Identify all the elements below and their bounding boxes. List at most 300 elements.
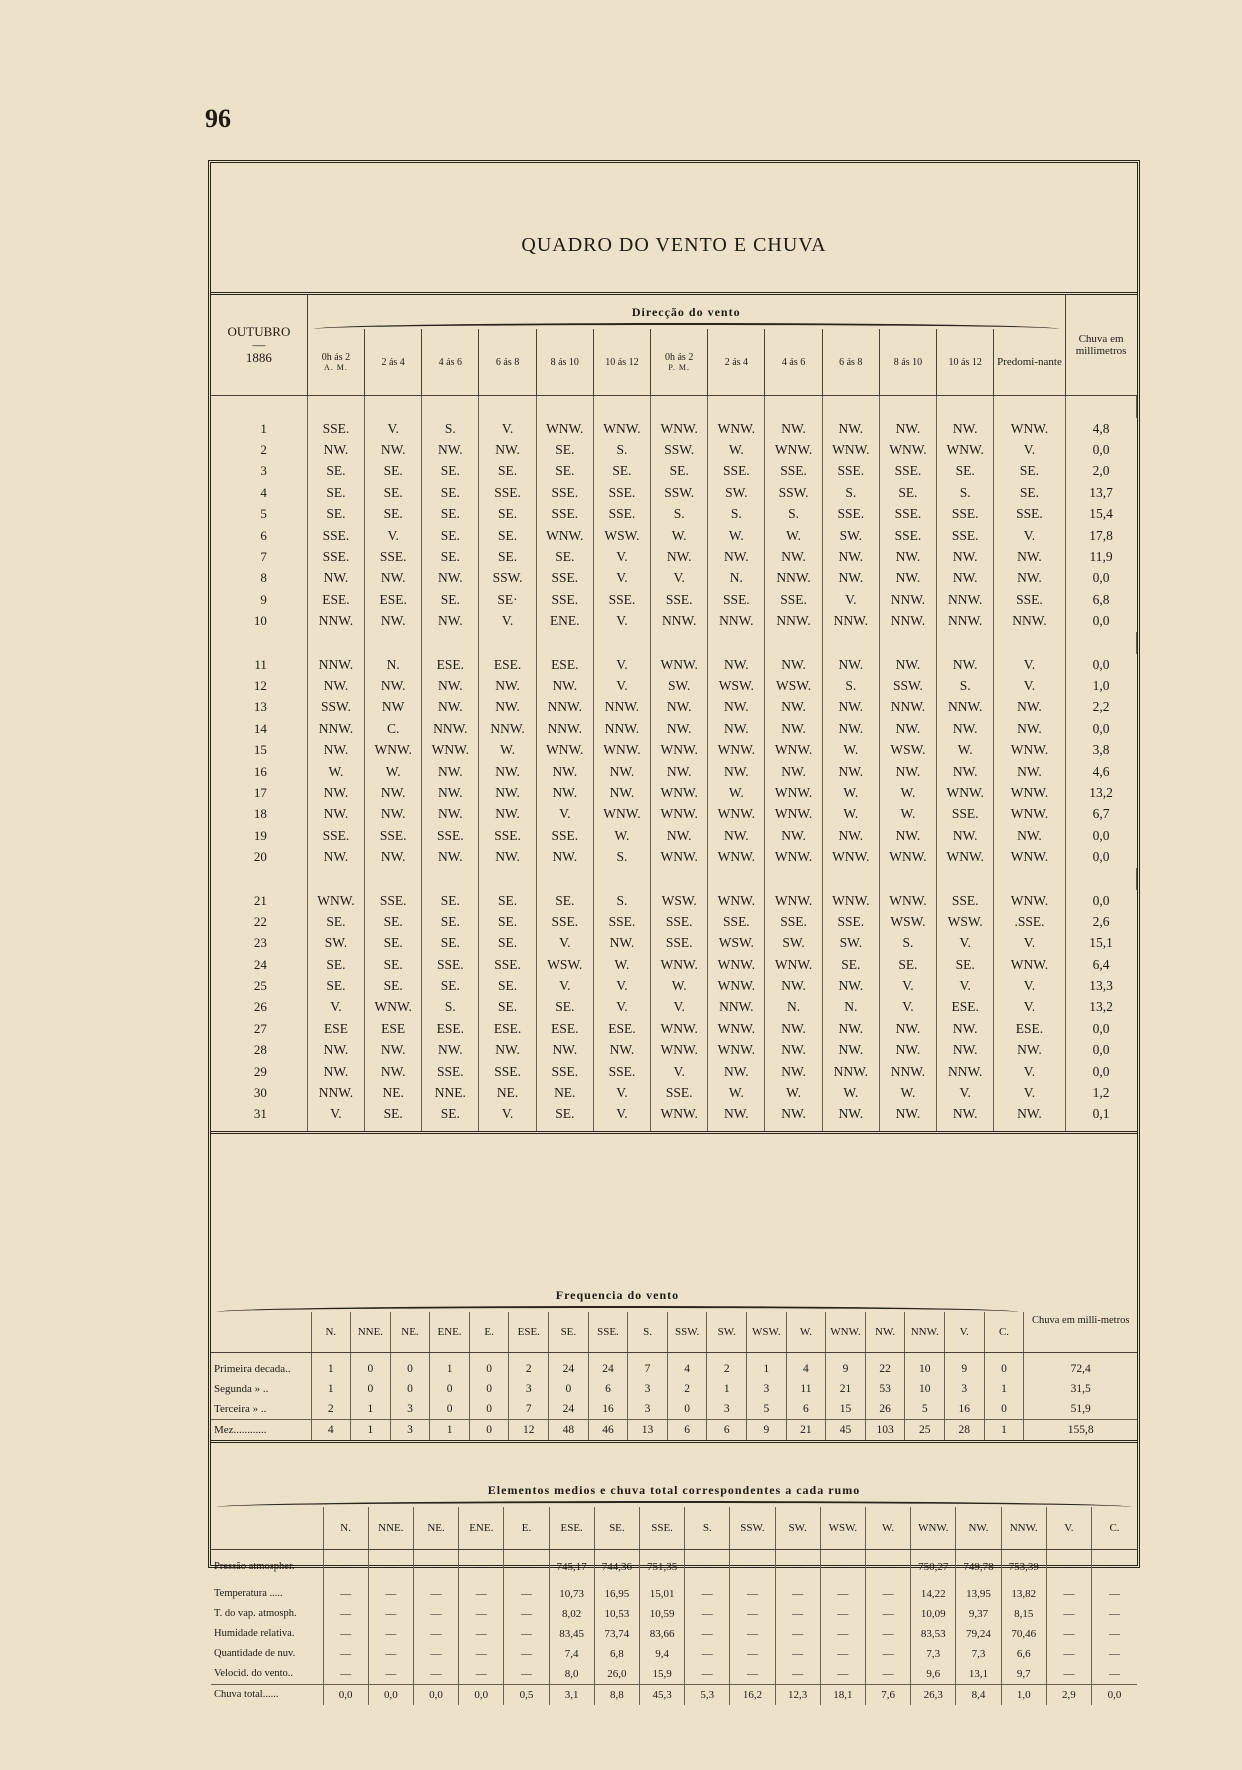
- time-header-label: 8 ás 10: [893, 356, 923, 368]
- wind-cell: SE.: [479, 525, 536, 546]
- frequency-cell: 12: [509, 1420, 549, 1442]
- element-cell: —: [685, 1584, 730, 1604]
- wind-cell: NW.: [822, 418, 879, 439]
- direction-column-header: S.: [685, 1507, 730, 1550]
- element-cell: 0,0: [413, 1684, 458, 1705]
- rain-cell: 2,6: [1092, 913, 1110, 929]
- gap-cell: [307, 632, 364, 654]
- gap-cell: [307, 868, 364, 890]
- rain-cell: 0,1: [1065, 1104, 1136, 1133]
- wind-cell: NNW.: [651, 611, 708, 632]
- wind-cell: SE.: [536, 890, 593, 911]
- wind-cell: SSE.: [593, 504, 650, 525]
- element-cell: —: [368, 1584, 413, 1604]
- day-number: 23: [211, 933, 307, 954]
- time-header: [765, 329, 822, 395]
- element-cell: 26,0: [594, 1664, 639, 1685]
- wind-cell: SE.: [479, 504, 536, 525]
- wind-cell: SW.: [307, 933, 364, 954]
- wind-cell: SSE.: [937, 890, 994, 911]
- table-row: [211, 611, 1137, 632]
- wind-cell: NNW.: [937, 589, 994, 610]
- wind-cell: WNW.: [708, 846, 765, 867]
- wind-cell: S.: [593, 846, 650, 867]
- table-row: [211, 568, 1137, 589]
- element-cell: —: [820, 1624, 865, 1644]
- wind-cell: WSW.: [536, 954, 593, 975]
- frequency-cell: 3: [390, 1420, 430, 1442]
- time-header-label: 8 ás 10: [550, 356, 579, 368]
- element-cell: —: [1046, 1550, 1091, 1584]
- gap-cell: [536, 632, 593, 654]
- gap-cell: [365, 868, 422, 890]
- frequency-columns-row: [211, 1312, 1137, 1353]
- wind-cell: SSE.: [307, 418, 364, 439]
- time-header-label: 2 ás 4: [381, 356, 405, 368]
- rain-cell: 0,0: [1092, 570, 1110, 586]
- element-cell: 0,0: [368, 1684, 413, 1705]
- table-row: [211, 1061, 1137, 1082]
- year-label: 1886: [245, 350, 272, 365]
- table-row: [211, 439, 1137, 460]
- table-row: [211, 1420, 1137, 1442]
- direction-column-header: W.: [786, 1312, 826, 1353]
- wind-cell: SE.: [422, 525, 479, 546]
- wind-cell: WNW.: [651, 954, 708, 975]
- table-row: [211, 1644, 1137, 1664]
- direction-column-header: SW.: [707, 1312, 747, 1353]
- wind-cell: NW.: [765, 1040, 822, 1061]
- direction-column-header: E.: [469, 1312, 509, 1353]
- wind-cell: SSE.: [593, 1061, 650, 1082]
- element-cell: —: [1046, 1644, 1091, 1664]
- wind-cell: SSE.: [307, 525, 364, 546]
- element-cell: —: [820, 1584, 865, 1604]
- wind-cell: NW.: [365, 804, 422, 825]
- table-row: [211, 1082, 1137, 1103]
- element-cell: 749,78: [956, 1550, 1001, 1584]
- wind-cell: SE.: [365, 911, 422, 932]
- frequency-cell: 5: [747, 1399, 787, 1420]
- wind-cell: SE.: [937, 461, 994, 482]
- time-header: [593, 329, 650, 395]
- wind-cell: V.: [593, 546, 650, 567]
- wind-cell: SE.: [365, 954, 422, 975]
- wind-cell: SSE.: [593, 589, 650, 610]
- predominant-cell: WNW.: [994, 782, 1065, 803]
- direction-column-header: NNW.: [1001, 1507, 1046, 1550]
- wind-cell: NW.: [307, 739, 364, 760]
- frequency-cell: 1: [311, 1353, 351, 1380]
- element-cell: —: [323, 1604, 368, 1624]
- predominant-cell: ESE.: [994, 1018, 1065, 1039]
- wind-cell: V.: [593, 1082, 650, 1103]
- wind-cell: SSE.: [307, 825, 364, 846]
- day-number: 29: [211, 1061, 307, 1082]
- wind-cell: SE.: [365, 975, 422, 996]
- wind-cell: WNW.: [651, 1104, 708, 1133]
- wind-cell: SE.: [422, 1104, 479, 1133]
- element-cell: —: [459, 1664, 504, 1685]
- wind-cell: NW.: [822, 1104, 879, 1133]
- frequency-cell: 16: [588, 1399, 628, 1420]
- predominant-cell: V.: [994, 933, 1065, 954]
- rain-cell: 11,9: [1089, 549, 1113, 565]
- elements-body: [211, 1550, 1137, 1705]
- element-cell: —: [323, 1664, 368, 1685]
- wind-cell: NW.: [708, 546, 765, 567]
- frequency-cell: 1: [984, 1379, 1024, 1399]
- wind-cell: SE.: [822, 954, 879, 975]
- wind-cell: NNW.: [479, 718, 536, 739]
- element-cell: —: [323, 1644, 368, 1664]
- wind-cell: NNW.: [422, 718, 479, 739]
- wind-cell: WSW.: [708, 675, 765, 696]
- gap-cell: [937, 632, 994, 654]
- element-cell: 9,6: [911, 1664, 956, 1685]
- wind-cell: SSE.: [422, 1061, 479, 1082]
- wind-cell: NW.: [765, 546, 822, 567]
- element-cell: —: [413, 1550, 458, 1584]
- wind-cell: V.: [593, 654, 650, 675]
- wind-cell: ESE.: [307, 589, 364, 610]
- am-label: A. M.: [324, 363, 348, 373]
- gap-cell: [536, 868, 593, 890]
- wind-cell: NW.: [651, 825, 708, 846]
- wind-cell: WNW.: [937, 782, 994, 803]
- wind-cell: NW.: [365, 1040, 422, 1061]
- wind-cell: WNW.: [536, 739, 593, 760]
- rain-cell: 6,8: [1092, 591, 1110, 607]
- predominant-cell: NW.: [994, 825, 1065, 846]
- table-row: [211, 782, 1137, 803]
- wind-cell: NW.: [822, 546, 879, 567]
- wind-cell: NW.: [879, 1040, 936, 1061]
- wind-cell: WNW.: [708, 418, 765, 439]
- title-box: [211, 163, 1137, 295]
- wind-cell: NW.: [307, 1061, 364, 1082]
- direction-column-header: ENE.: [430, 1312, 470, 1353]
- wind-cell: SSE.: [879, 504, 936, 525]
- wind-cell: NW.: [479, 782, 536, 803]
- table-row: [211, 589, 1137, 610]
- element-cell: —: [459, 1584, 504, 1604]
- frequency-cell: 1: [707, 1379, 747, 1399]
- rain-header: Chuva em millimetros: [1065, 295, 1136, 396]
- wind-cell: ESE.: [479, 654, 536, 675]
- wind-cell: S.: [937, 482, 994, 503]
- time-header-label: 4 ás 6: [438, 356, 463, 368]
- wind-cell: SE.: [479, 933, 536, 954]
- wind-cell: NW.: [307, 846, 364, 867]
- wind-cell: NNW.: [937, 611, 994, 632]
- day-number: 18: [211, 804, 307, 825]
- wind-cell: S.: [422, 997, 479, 1018]
- wind-cell: SE.: [422, 933, 479, 954]
- wind-cell: NW.: [422, 782, 479, 803]
- wind-cell: SSE.: [479, 825, 536, 846]
- element-cell: —: [1046, 1664, 1091, 1685]
- frequency-cell: 2: [311, 1399, 351, 1420]
- direction-column-header: NW.: [956, 1507, 1001, 1550]
- wind-cell: SE.: [307, 482, 364, 503]
- wind-cell: W.: [822, 739, 879, 760]
- rain-cell: 1,0: [1092, 677, 1110, 693]
- wind-cell: SSW.: [651, 439, 708, 460]
- time-header: [422, 329, 479, 395]
- wind-cell: WNW.: [651, 1018, 708, 1039]
- wind-cell: V.: [536, 933, 593, 954]
- element-cell: —: [413, 1624, 458, 1644]
- rain-cell: 2,0: [1092, 463, 1110, 479]
- wind-cell: WSW.: [708, 933, 765, 954]
- frequency-cell: 6: [707, 1420, 747, 1442]
- wind-cell: SE.: [422, 482, 479, 503]
- table-row: [211, 1624, 1137, 1644]
- month-year-dash: —: [252, 337, 266, 352]
- element-cell: —: [323, 1624, 368, 1644]
- wind-cell: NW.: [593, 761, 650, 782]
- direction-header-cell: [307, 295, 1065, 329]
- wind-cell: V.: [593, 975, 650, 996]
- spacer-cell: [651, 396, 708, 419]
- wind-cell: V.: [307, 1104, 364, 1133]
- wind-cell: NW.: [879, 418, 936, 439]
- table-row: [211, 461, 1137, 482]
- element-cell: —: [685, 1644, 730, 1664]
- label-column-header: [211, 1507, 323, 1550]
- wind-cell: NNW.: [879, 589, 936, 610]
- gap-cell: [822, 868, 879, 890]
- wind-cell: SSE.: [479, 482, 536, 503]
- wind-cell: NNW.: [879, 611, 936, 632]
- table-row: [211, 697, 1137, 718]
- frequency-cell: 9: [945, 1353, 985, 1380]
- table-row: [211, 846, 1137, 867]
- rain-cell: 13,7: [1089, 484, 1113, 500]
- table-row: [211, 1684, 1137, 1705]
- wind-cell: S.: [593, 439, 650, 460]
- time-header-label: 6 ás 8: [839, 356, 863, 368]
- time-header: [479, 329, 536, 395]
- wind-cell: ESE.: [422, 654, 479, 675]
- wind-cell: WNW.: [708, 1040, 765, 1061]
- predominant-cell: WNW.: [994, 739, 1065, 760]
- wind-cell: SE.: [479, 975, 536, 996]
- wind-cell: S.: [879, 933, 936, 954]
- frequency-cell: 0: [430, 1399, 470, 1420]
- frequency-cell: 6: [588, 1379, 628, 1399]
- day-number: 15: [211, 739, 307, 760]
- wind-cell: WSW.: [937, 911, 994, 932]
- table-row: [211, 654, 1137, 675]
- wind-cell: NW.: [593, 782, 650, 803]
- element-cell: —: [1109, 1647, 1120, 1660]
- spacer-cell: [422, 396, 479, 419]
- frequency-cell: 3: [390, 1399, 430, 1420]
- wind-cell: NW.: [422, 804, 479, 825]
- gap-cell: [422, 868, 479, 890]
- wind-cell: W.: [879, 1082, 936, 1103]
- wind-cell: SSW.: [765, 482, 822, 503]
- wind-cell: SE·: [479, 589, 536, 610]
- wind-cell: SE.: [307, 975, 364, 996]
- wind-cell: NW.: [822, 718, 879, 739]
- wind-cell: NW.: [479, 761, 536, 782]
- wind-cell: SSW.: [651, 482, 708, 503]
- row-label: T. do vap. atmosph.: [211, 1604, 323, 1624]
- day-number: 3: [211, 461, 307, 482]
- spacer-cell: [708, 396, 765, 419]
- wind-cell: SE.: [422, 911, 479, 932]
- wind-cell: NW.: [479, 675, 536, 696]
- wind-cell: NW.: [708, 654, 765, 675]
- frequency-rain-cell: 72,4: [1070, 1363, 1091, 1375]
- predominant-cell: NW.: [994, 697, 1065, 718]
- wind-cell: SSE.: [536, 825, 593, 846]
- wind-cell: V.: [536, 975, 593, 996]
- gap-cell: [994, 868, 1065, 890]
- day-number: 13: [211, 697, 307, 718]
- table-row: [211, 525, 1137, 546]
- element-cell: —: [820, 1550, 865, 1584]
- wind-cell: WNW.: [651, 418, 708, 439]
- wind-cell: SE.: [536, 1104, 593, 1133]
- time-header: [937, 329, 994, 395]
- wind-cell: SSE.: [708, 589, 765, 610]
- predominant-cell: NW.: [994, 546, 1065, 567]
- rain-cell: 13,2: [1089, 999, 1113, 1015]
- wind-cell: V.: [822, 589, 879, 610]
- wind-cell: WSW.: [879, 911, 936, 932]
- frequency-cell: 0: [984, 1399, 1024, 1420]
- wind-cell: NW.: [937, 546, 994, 567]
- wind-cell: SSE.: [765, 461, 822, 482]
- table-row: [211, 1399, 1137, 1420]
- predominant-cell: NW.: [994, 1040, 1065, 1061]
- wind-cell: NW.: [765, 761, 822, 782]
- wind-cell: W.: [651, 975, 708, 996]
- wind-cell: SSE.: [307, 546, 364, 567]
- wind-cell: NNW.: [593, 697, 650, 718]
- element-cell: —: [504, 1584, 549, 1604]
- direction-column-header: NW.: [865, 1312, 905, 1353]
- spacer-cell: [211, 396, 307, 419]
- wind-direction-table: [211, 295, 1137, 1134]
- element-cell: —: [504, 1604, 549, 1624]
- element-cell: 8,02: [549, 1604, 594, 1624]
- element-cell: —: [1109, 1587, 1120, 1600]
- time-header-label: 10 ás 12: [948, 356, 982, 368]
- wind-cell: NW.: [365, 1061, 422, 1082]
- direction-column-header: SE.: [594, 1507, 639, 1550]
- wind-cell: SSW.: [479, 568, 536, 589]
- rain-cell: 3,8: [1092, 742, 1110, 758]
- wind-cell: WNW.: [593, 804, 650, 825]
- wind-cell: NW.: [879, 718, 936, 739]
- wind-cell: NW.: [879, 568, 936, 589]
- direction-column-header: SSE.: [588, 1312, 628, 1353]
- wind-cell: SE.: [422, 546, 479, 567]
- wind-cell: SE.: [307, 504, 364, 525]
- element-cell: —: [368, 1664, 413, 1685]
- frequency-cell: 22: [865, 1353, 905, 1380]
- wind-cell: V.: [593, 1104, 650, 1133]
- element-cell: —: [504, 1664, 549, 1685]
- wind-cell: SE.: [479, 461, 536, 482]
- wind-cell: NNW.: [937, 697, 994, 718]
- time-header: [307, 329, 364, 395]
- gap-cell: [593, 868, 650, 890]
- direction-column-header: NE.: [390, 1312, 430, 1353]
- frequency-rain-cell: 51,9: [1070, 1403, 1091, 1415]
- frequency-cell: 46: [588, 1420, 628, 1442]
- direction-column-header: N.: [323, 1507, 368, 1550]
- wind-cell: ESE.: [365, 589, 422, 610]
- wind-cell: S.: [422, 418, 479, 439]
- rain-cell: 17,8: [1089, 527, 1113, 543]
- wind-cell: NW.: [593, 1040, 650, 1061]
- day-number: 25: [211, 975, 307, 996]
- pm-label: P. M.: [668, 363, 690, 373]
- wind-cell: NW.: [708, 825, 765, 846]
- element-cell: —: [323, 1550, 368, 1584]
- element-cell: —: [775, 1664, 820, 1685]
- element-cell: 16,95: [594, 1584, 639, 1604]
- rain-cell: 0,0: [1092, 720, 1110, 736]
- wind-cell: NE.: [536, 1082, 593, 1103]
- frequency-cell: 3: [945, 1379, 985, 1399]
- element-cell: —: [504, 1644, 549, 1664]
- wind-cell: NNW.: [708, 997, 765, 1018]
- table-row: [211, 975, 1137, 996]
- row-label: Velocid. do vento..: [211, 1664, 323, 1685]
- element-cell: 0,0: [323, 1684, 368, 1705]
- wind-cell: NW.: [879, 825, 936, 846]
- day-number: 30: [211, 1082, 307, 1103]
- element-cell: —: [730, 1584, 775, 1604]
- wind-cell: SE.: [365, 482, 422, 503]
- wind-cell: SW.: [765, 933, 822, 954]
- wind-cell: NNW.: [822, 611, 879, 632]
- wind-cell: NW.: [365, 782, 422, 803]
- wind-cell: SSE.: [937, 504, 994, 525]
- element-cell: 26,3: [911, 1684, 956, 1705]
- wind-cell: NW.: [365, 439, 422, 460]
- wind-cell: NNW.: [536, 718, 593, 739]
- element-cell: —: [368, 1624, 413, 1644]
- gap-cell: [708, 632, 765, 654]
- wind-cell: NNW.: [593, 718, 650, 739]
- wind-cell: WNW.: [651, 782, 708, 803]
- wind-cell: NW.: [422, 697, 479, 718]
- wind-cell: NW.: [937, 654, 994, 675]
- day-number: 20: [211, 846, 307, 867]
- element-cell: —: [730, 1550, 775, 1584]
- element-cell: 0,0: [1092, 1684, 1138, 1705]
- frequency-cell: 4: [786, 1353, 826, 1380]
- frequency-table: [211, 1288, 1137, 1443]
- day-number: 31: [211, 1104, 307, 1133]
- direction-column-header: SW.: [775, 1507, 820, 1550]
- frequency-cell: 1: [311, 1379, 351, 1399]
- wind-cell: SE.: [479, 546, 536, 567]
- wind-cell: WNW.: [708, 1018, 765, 1039]
- wind-cell: W.: [822, 782, 879, 803]
- wind-cell: W.: [593, 954, 650, 975]
- spacer-cell: [994, 396, 1065, 419]
- wind-cell: W.: [651, 525, 708, 546]
